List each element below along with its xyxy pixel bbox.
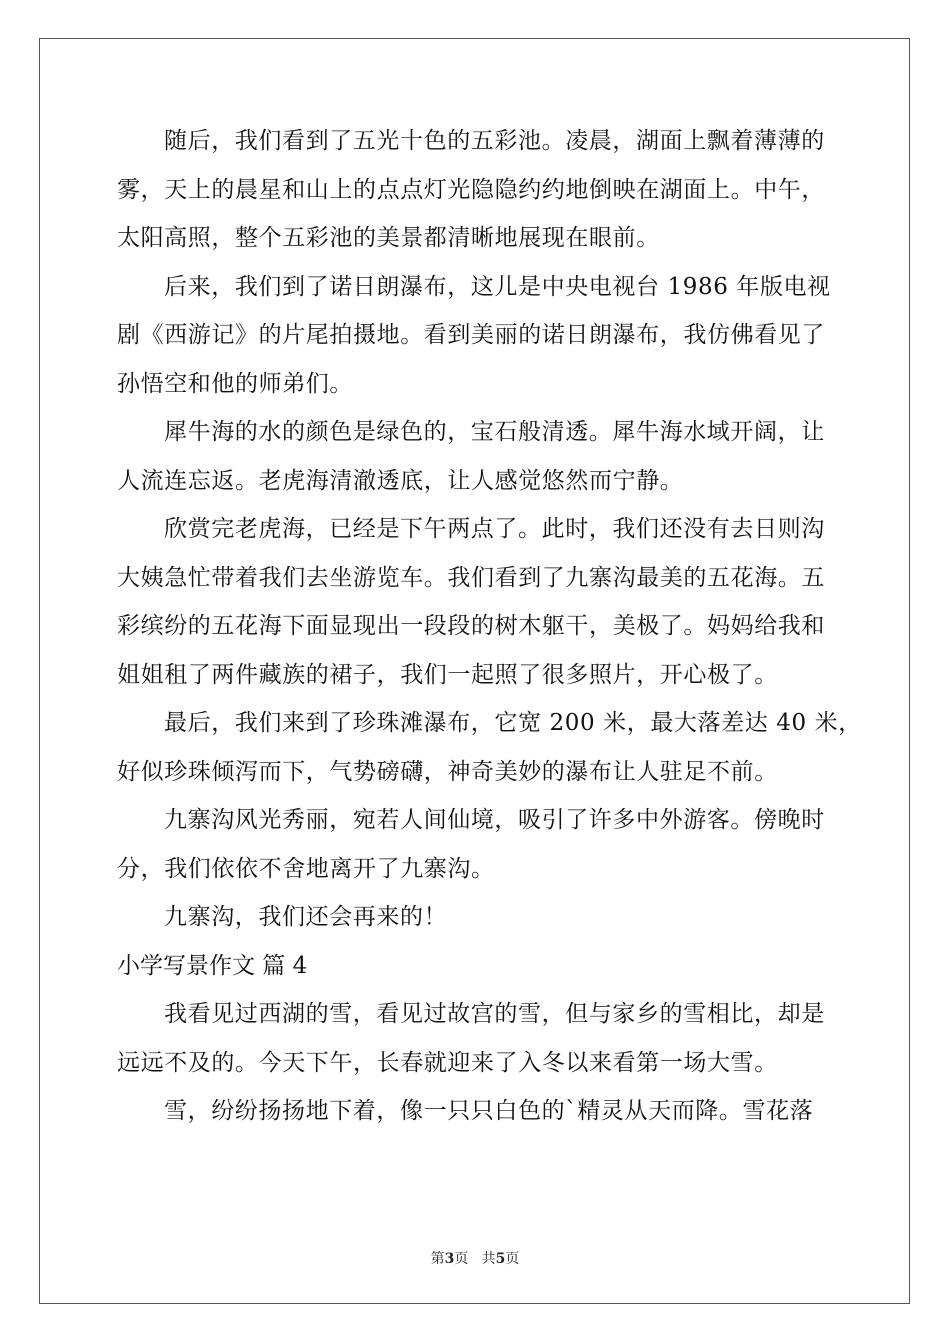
- paragraph-line: 随后，我们看到了五光十色的五彩池。凌晨，湖面上飘着薄薄的: [164, 128, 825, 154]
- paragraph-line: 欣赏完老虎海，已经是下午两点了。此时，我们还没有去日则沟: [164, 516, 825, 542]
- total-pages-number: 5: [495, 1251, 506, 1267]
- paragraph-line: 远远不及的。今天下午，长春就迎来了入冬以来看第一场大雪。: [117, 1049, 778, 1076]
- paragraph-line: 后来，我们到了诺日朗瀑布，这儿是中央电视台 1986 年版电视: [164, 273, 831, 300]
- footer-suffix: 页: [505, 1251, 520, 1267]
- paragraph-line: 分，我们依依不舍地离开了九寨沟。: [117, 855, 495, 882]
- paragraph-line: 大姨急忙带着我们去坐游览车。我们看到了九寨沟最美的五花海。五: [117, 564, 825, 591]
- paragraph-line: 我看见过西湖的雪，看见过故宫的雪，但与家乡的雪相比，却是: [164, 1001, 825, 1027]
- paragraph-line: 最后，我们来到了珍珠滩瀑布，它宽 200 米，最大落差达 40 米，: [164, 710, 862, 736]
- paragraph-line: 雾，天上的晨星和山上的点点灯光隐隐约约地倒映在湖面上。中午，: [117, 176, 825, 203]
- paragraph-line: 剧《西游记》的片尾拍摄地。看到美丽的诺日朗瀑布，我仿佛看见了: [117, 322, 825, 348]
- paragraph-line: 孙悟空和他的师弟们。: [117, 370, 353, 397]
- paragraph-line: 九寨沟，我们还会再来的！: [164, 904, 448, 930]
- section-heading: 小学写景作文 篇 4: [117, 952, 308, 979]
- current-page-number: 3: [444, 1251, 455, 1267]
- document-body: [117, 126, 862, 1145]
- footer-middle: 页 共: [454, 1251, 496, 1267]
- footer-prefix: 第: [430, 1251, 445, 1267]
- paragraph-line: 彩缤纷的五花海下面显现出一段段的树木躯干，美极了。妈妈给我和: [117, 613, 825, 639]
- paragraph-line: 雪，纷纷扬扬地下着，像一只只白色的`精灵从天而降。雪花落: [164, 1098, 814, 1124]
- paragraph-line: 九寨沟风光秀丽，宛若人间仙境，吸引了许多中外游客。傍晚时: [164, 807, 825, 833]
- page-footer: [0, 1248, 950, 1268]
- paragraph-line: 犀牛海的水的颜色是绿色的，宝石般清透。犀牛海水域开阔，让: [164, 419, 825, 445]
- paragraph-line: 人流连忘返。老虎海清澈透底，让人感觉悠然而宁静。: [117, 467, 684, 494]
- paragraph-line: 好似珍珠倾泻而下，气势磅礴，神奇美妙的瀑布让人驻足不前。: [117, 758, 778, 785]
- paragraph-line: 姐姐租了两件藏族的裙子，我们一起照了很多照片，开心极了。: [117, 661, 778, 688]
- paragraph-line: 太阳高照，整个五彩池的美景都清晰地展现在眼前。: [117, 225, 660, 251]
